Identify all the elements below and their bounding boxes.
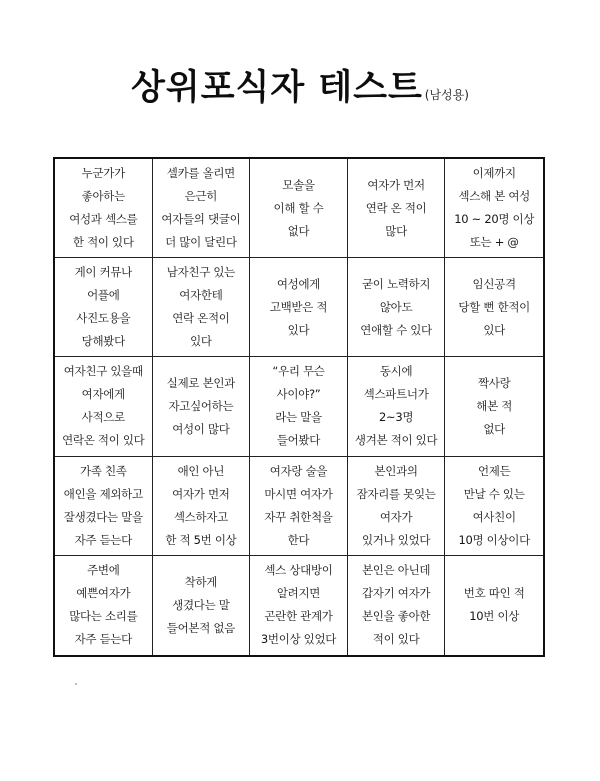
bingo-grid [53,157,545,657]
bingo-cell [348,556,446,655]
bingo-cell [348,357,446,456]
bingo-cell [348,457,446,556]
bingo-cell [445,556,543,655]
cell-text: 본인은 아닌데 갑자기 여자가 본인을 좋아한 적이 있다 [361,563,431,647]
bingo-cell [55,457,153,556]
bingo-cell [153,357,251,456]
bingo-cell [55,159,153,258]
cell-text: 동시에 섹스파트너가 2~3명 생겨본 적이 있다 [354,364,438,448]
bingo-cell [55,357,153,456]
page-title [0,60,600,110]
bingo-cell [250,556,348,655]
bingo-cell [445,258,543,357]
bingo-cell [153,556,251,655]
scan-speck [75,683,77,685]
cell-text: 언제든 만날 수 있는 여사친이 10명 이상이다 [458,463,530,547]
cell-text: 섹스 상대방이 알려지면 곤란한 관계가 3번이상 있었다 [260,563,337,647]
cell-text: 모솔을 이해 할 수 없다 [273,177,324,238]
bingo-cell [55,556,153,655]
cell-text: 여성에게 고백받은 적 있다 [269,276,328,337]
bingo-cell [250,159,348,258]
bingo-cell [153,159,251,258]
bingo-cell [250,357,348,456]
cell-text: 셀카를 올리면 은근히 여자들의 댓글이 더 많이 달린다 [161,166,241,250]
cell-text: 본인과의 잠자리를 못잊는 여자가 있거나 있었다 [356,463,436,547]
bingo-cell [153,258,251,357]
title-subtitle: (남성용) [424,88,469,102]
cell-text: 착하게 생겼다는 말 들어본적 없음 [166,574,235,635]
bingo-cell [348,258,446,357]
cell-text: 여자가 먼저 연락 온 적이 많다 [365,177,427,238]
bingo-cell [348,159,446,258]
bingo-cell [250,258,348,357]
cell-text: 여자친구 있을때 여자에게 사적으로 연락온 적이 있다 [62,364,145,448]
cell-text: 누군가가 좋아하는 여성과 섹스를 한 적이 있다 [69,166,138,250]
cell-text: 번호 따인 적 10번 이상 [463,586,525,624]
cell-text: 남자친구 있는 여자한테 연락 온적이 있다 [166,265,235,349]
cell-text: 임신공격 당할 뻔 한적이 있다 [458,276,530,337]
cell-text: 짝사랑 해본 적 없다 [476,375,513,436]
cell-text: 애인 아닌 여자가 먼저 섹스하자고 한 적 5번 이상 [165,463,237,547]
cell-text: “우리 무슨 사이야?” 라는 말을 들어봤다 [272,364,325,448]
cell-text: 게이 커뮤나 어플에 사진도용을 당해봤다 [74,265,132,349]
bingo-cell [445,357,543,456]
cell-text: 주변에 예쁜여자가 많다는 소리를 자주 듣는다 [69,563,138,647]
bingo-cell [445,457,543,556]
bingo-cell [445,159,543,258]
title-main: 상위포식자 테스트 [131,68,423,108]
bingo-cell [153,457,251,556]
cell-text: 가족 친족 애인을 제외하고 잘생겼다는 말을 자주 듣는다 [63,463,143,547]
cell-text: 여자랑 술을 마시면 여자가 자꾸 취한척을 한다 [264,463,333,547]
cell-text: 이제까지 섹스해 본 여성 10 ~ 20명 이상 또는 + @ [454,166,535,250]
bingo-cell [250,457,348,556]
cell-text: 굳이 노력하지 않아도 연애할 수 있다 [360,276,432,337]
bingo-cell [55,258,153,357]
cell-text: 실제로 본인과 자고싶어하는 여성이 많다 [166,375,235,436]
